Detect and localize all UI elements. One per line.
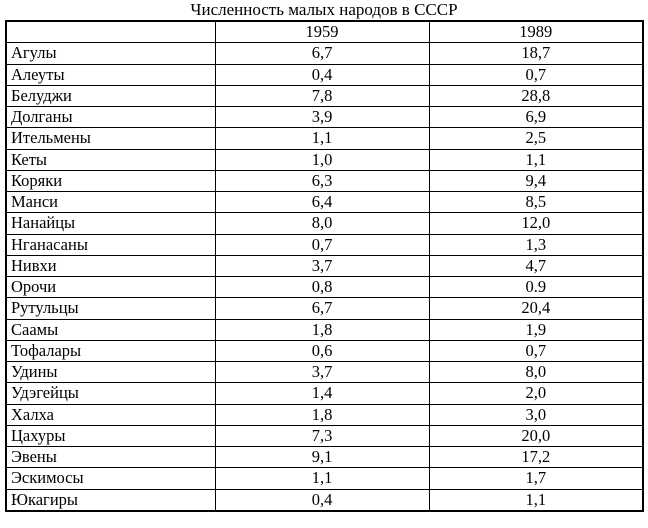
cell-value-1989: 1,7 (429, 468, 643, 489)
cell-value-1989: 4,7 (429, 255, 643, 276)
table-row (6, 447, 643, 468)
table-title: Численность малых народов в СССР (190, 0, 458, 19)
cell-people-name: Коряки (6, 170, 215, 191)
cell-value-1959: 3,7 (215, 255, 429, 276)
cell-value-1959: 6,7 (215, 43, 429, 64)
cell-value-1959: 1,8 (215, 404, 429, 425)
cell-value-1989: 2,5 (429, 128, 643, 149)
cell-value-1989: 12,0 (429, 213, 643, 234)
cell-people-name: Удэгейцы (6, 383, 215, 404)
cell-people-name: Ительмены (6, 128, 215, 149)
cell-people-name: Орочи (6, 277, 215, 298)
cell-value-1989: 18,7 (429, 43, 643, 64)
cell-value-1989: 8,0 (429, 362, 643, 383)
cell-value-1989: 1,1 (429, 489, 643, 511)
cell-value-1989: 0,7 (429, 64, 643, 85)
cell-people-name: Юкагиры (6, 489, 215, 511)
cell-people-name: Долганы (6, 107, 215, 128)
table-row (6, 319, 643, 340)
cell-value-1989: 0.9 (429, 277, 643, 298)
cell-value-1959: 1,1 (215, 128, 429, 149)
cell-people-name: Нанайцы (6, 213, 215, 234)
cell-value-1989: 0,7 (429, 340, 643, 361)
cell-value-1959: 6,7 (215, 298, 429, 319)
cell-people-name: Рутульцы (6, 298, 215, 319)
table-row (6, 107, 643, 128)
cell-people-name: Халха (6, 404, 215, 425)
cell-value-1959: 0,4 (215, 489, 429, 511)
cell-value-1959: 1,1 (215, 468, 429, 489)
cell-value-1959: 7,3 (215, 425, 429, 446)
cell-people-name: Удины (6, 362, 215, 383)
cell-people-name: Кеты (6, 149, 215, 170)
cell-value-1989: 28,8 (429, 85, 643, 106)
table-row (6, 43, 643, 64)
table-row (6, 489, 643, 511)
cell-value-1959: 0,8 (215, 277, 429, 298)
table-row (6, 255, 643, 276)
table-row (6, 277, 643, 298)
cell-people-name: Манси (6, 192, 215, 213)
cell-value-1959: 1,8 (215, 319, 429, 340)
population-table (5, 20, 644, 512)
table-row (6, 128, 643, 149)
table-row (6, 234, 643, 255)
table-row (6, 383, 643, 404)
cell-value-1959: 9,1 (215, 447, 429, 468)
table-row (6, 362, 643, 383)
cell-value-1959: 0,4 (215, 64, 429, 85)
cell-value-1989: 20,4 (429, 298, 643, 319)
cell-value-1959: 7,8 (215, 85, 429, 106)
cell-value-1989: 1,3 (429, 234, 643, 255)
cell-value-1959: 1,0 (215, 149, 429, 170)
cell-people-name: Агулы (6, 43, 215, 64)
cell-value-1959: 3,7 (215, 362, 429, 383)
cell-people-name: Нганасаны (6, 234, 215, 255)
cell-people-name: Тофалары (6, 340, 215, 361)
header-cell-1959: 1959 (215, 21, 429, 43)
header-cell-name (6, 21, 215, 43)
table-body (6, 43, 643, 511)
cell-people-name: Цахуры (6, 425, 215, 446)
table-row (6, 298, 643, 319)
cell-people-name: Саамы (6, 319, 215, 340)
cell-value-1959: 6,4 (215, 192, 429, 213)
cell-value-1959: 3,9 (215, 107, 429, 128)
table-row (6, 468, 643, 489)
cell-value-1989: 20,0 (429, 425, 643, 446)
table-row (6, 149, 643, 170)
cell-people-name: Нивхи (6, 255, 215, 276)
cell-value-1989: 2,0 (429, 383, 643, 404)
table-row (6, 213, 643, 234)
table-header-row (6, 21, 643, 43)
header-cell-1989: 1989 (429, 21, 643, 43)
cell-people-name: Алеуты (6, 64, 215, 85)
table-row (6, 404, 643, 425)
cell-value-1989: 3,0 (429, 404, 643, 425)
cell-value-1959: 8,0 (215, 213, 429, 234)
cell-value-1989: 1,9 (429, 319, 643, 340)
cell-value-1989: 9,4 (429, 170, 643, 191)
cell-value-1959: 1,4 (215, 383, 429, 404)
cell-value-1959: 6,3 (215, 170, 429, 191)
cell-value-1989: 17,2 (429, 447, 643, 468)
cell-value-1989: 8,5 (429, 192, 643, 213)
cell-people-name: Белуджи (6, 85, 215, 106)
table-row (6, 340, 643, 361)
table-row (6, 425, 643, 446)
cell-value-1959: 0,6 (215, 340, 429, 361)
cell-value-1989: 6,9 (429, 107, 643, 128)
cell-value-1959: 0,7 (215, 234, 429, 255)
cell-people-name: Эвены (6, 447, 215, 468)
cell-value-1989: 1,1 (429, 149, 643, 170)
table-row (6, 170, 643, 191)
cell-people-name: Эскимосы (6, 468, 215, 489)
table-row (6, 64, 643, 85)
table-row (6, 192, 643, 213)
table-row (6, 85, 643, 106)
